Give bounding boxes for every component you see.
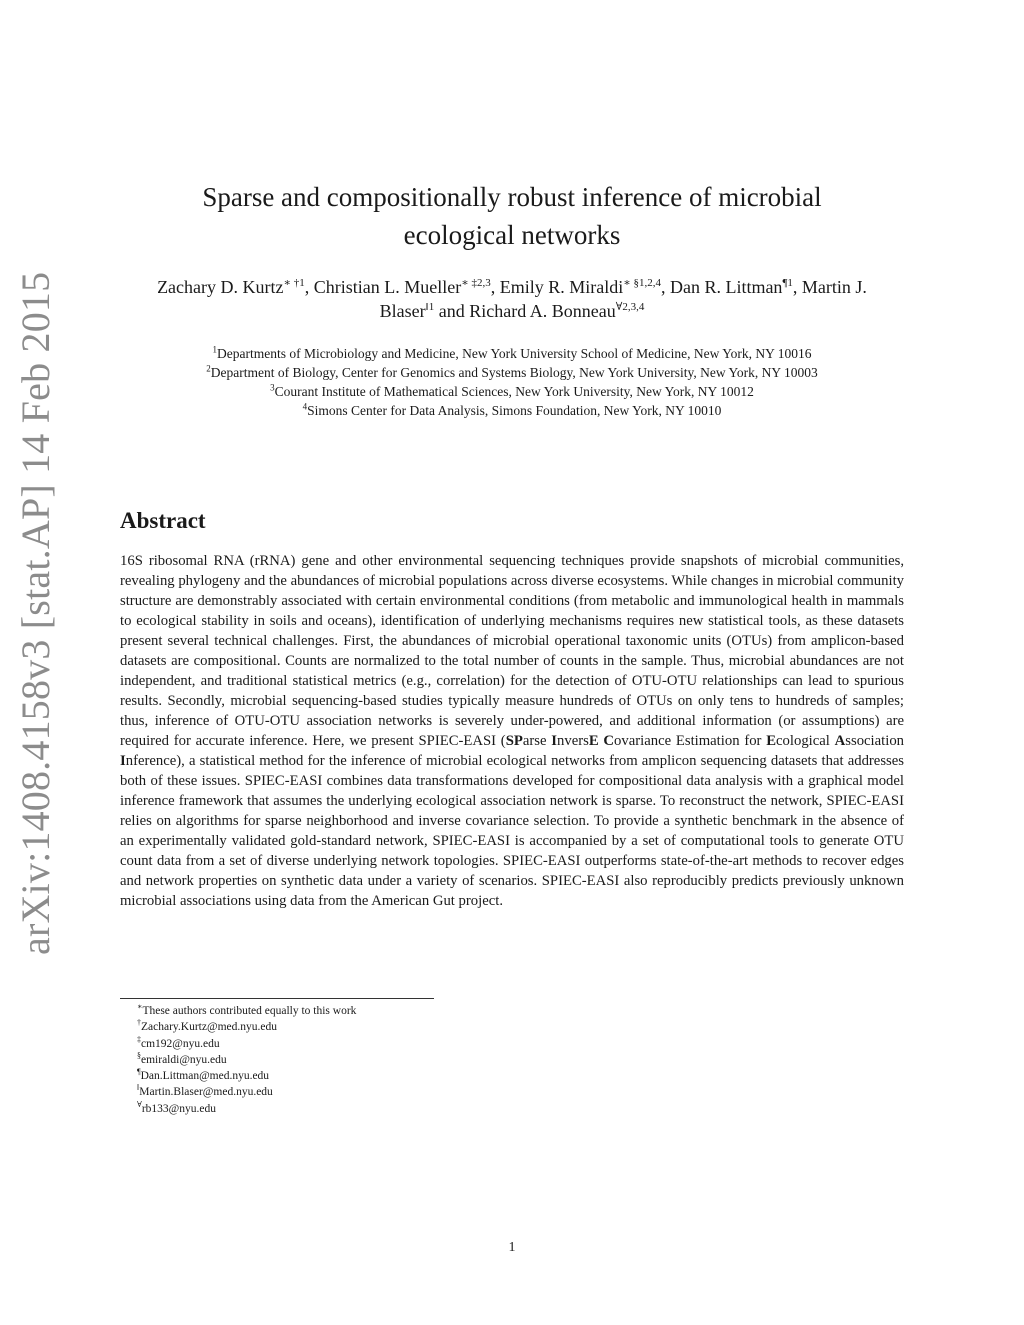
author: Zachary D. Kurtz [157, 277, 284, 297]
author: Richard A. Bonneau [469, 301, 616, 321]
footnote-email-link[interactable]: Martin.Blaser@med.nyu.edu [139, 1086, 273, 1099]
footnote-mark: § [137, 1051, 141, 1061]
footnote [137, 1036, 356, 1052]
affiliation-number: 3 [270, 382, 275, 393]
acronym-text: nference [125, 753, 177, 769]
paper-title-line-1: Sparse and compositionally robust inference of microbial [202, 182, 822, 212]
footnote [137, 1019, 356, 1035]
footnote-mark: ‡ [137, 1034, 141, 1044]
footnote-email-link[interactable]: cm192@nyu.edu [141, 1037, 220, 1050]
affiliation-number: 1 [212, 344, 217, 355]
author-marks: ∗ ‡2,3 [461, 277, 491, 289]
affiliation-number: 2 [206, 363, 211, 374]
footnote-mark: ∗ [137, 1002, 143, 1012]
affiliation-text: Departments of Microbiology and Medicine, New York University School of Medicine, New York, NY 10016 [216, 346, 812, 361]
author-marks: ¶1 [782, 277, 793, 289]
acronym-bold: E [588, 733, 599, 749]
author-marks: ∗ §1,2,4 [623, 277, 661, 289]
acronym-text: ovariance Estimation for [614, 733, 767, 749]
author-list [140, 275, 884, 323]
abstract-heading: Abstract [120, 508, 206, 533]
footnote [137, 1068, 356, 1084]
acronym-text: ssociation [845, 733, 905, 749]
acronym-text: arse [522, 733, 552, 749]
footnote-text: These authors contributed equally to this work [142, 1005, 357, 1017]
author-separator: , [660, 277, 670, 297]
footnote-mark: ¶ [137, 1067, 141, 1077]
footnote-email-link[interactable]: Dan.Littman@med.nyu.edu [140, 1070, 270, 1083]
footnote-email-link[interactable]: rb133@nyu.edu [141, 1102, 216, 1115]
author-separator: , [490, 277, 500, 297]
author-separator: and [434, 301, 470, 321]
footnote [137, 1101, 356, 1117]
author-separator: , [792, 277, 802, 297]
acronym-bold: A [834, 733, 846, 749]
author-separator: , [304, 277, 314, 297]
footnote-list [137, 1003, 356, 1117]
affiliation [120, 401, 904, 420]
footnote-email-link[interactable]: emiraldi@nyu.edu [141, 1053, 227, 1066]
affiliation [120, 344, 904, 363]
affiliation-list [120, 344, 904, 420]
acronym-bold: I [551, 733, 557, 749]
abstract-body [120, 551, 904, 911]
footnote-mark: ∀ [137, 1099, 142, 1109]
author-marks: ‖1 [425, 301, 435, 313]
author-marks: ∗ †1 [283, 277, 305, 289]
affiliation-text: Department of Biology, Center for Genomics and Systems Biology, New York University, New York, NY 10003 [210, 365, 818, 380]
page-number: 1 [508, 1240, 516, 1255]
author: Dan R. Littman [669, 277, 783, 297]
affiliation [120, 382, 904, 401]
footnote [137, 1052, 356, 1068]
abstract-text-part-2: ), a statistical method for the inference of microbial ecological networks from amplicon sequencing datasets that addresses both of these issues. SPIEC-EASI combines data transformations developed for compositional data analysis with a graphical model inference framework that assumes the underlying ecological association network is sparse. To reconstruct the network, SPIEC-EASI relies on algorithms for sparse neighborhood and inverse covariance selection. To provide a synthetic benchmark in the absence of an experimentally validated gold-standard network, SPIEC-EASI is accompanied by a set of computational tools to generate OTU count data from a set of diverse underlying network topologies. SPIEC-EASI outperforms state-of-the-art methods to recover edges and network properties on synthetic data under a variety of scenarios. SPIEC-EASI also reproducibly predicts previously unknown microbial associations using data from the American Gut project. [120, 753, 904, 909]
arxiv-identifier-stamp: arXiv:1408.4158v3 [stat.AP] 14 Feb 2015 [13, 271, 58, 955]
acronym-bold: E [766, 733, 777, 749]
author: Emily R. Miraldi [499, 277, 624, 297]
author-marks: ∀2,3,4 [615, 301, 645, 313]
footnote-mark: † [137, 1018, 141, 1028]
paper-title [120, 178, 904, 254]
acronym-bold: I [120, 753, 126, 769]
author: Martin J. Blaser [379, 277, 867, 321]
footnote-email-link[interactable]: Zachary.Kurtz@med.nyu.edu [141, 1021, 277, 1034]
paper-title-line-2: ecological networks [403, 220, 621, 250]
author: Christian L. Mueller [313, 277, 462, 297]
footnote [137, 1084, 356, 1100]
footnote-divider [120, 998, 434, 999]
acronym-bold: C [603, 733, 615, 749]
affiliation [120, 363, 904, 382]
acronym-bold: SP [505, 733, 523, 749]
affiliation-number: 4 [302, 401, 308, 412]
affiliation-text: Simons Center for Data Analysis, Simons Foundation, New York, NY 10010 [307, 403, 722, 418]
acronym-text: cological [776, 733, 835, 749]
affiliation-text: Courant Institute of Mathematical Sciences, New York University, New York, NY 10012 [274, 384, 754, 399]
footnote [137, 1003, 356, 1019]
acronym-text: nvers [557, 733, 589, 749]
abstract-text-part-1: 16S ribosomal RNA (rRNA) gene and other environmental sequencing techniques provide snapshots of microbial communities, revealing phylogeny and the abundances of microbial populations across diverse ecosystems. While changes in microbial community structure are demonstrably associated with certain environmental conditions (from metabolic and immunological health in mammals to ecological stability in soils and oceans), identification of underlying mechanisms requires new statistical tools, as these datasets present several technical challenges. First, the abundances of microbial operational taxonomic units (OTUs) from amplicon-based datasets are compositional. Counts are normalized to the total number of counts in the sample. Thus, microbial abundances are not independent, and traditional statistical metrics (e.g., correlation) for the detection of OTU-OTU relationships can lead to spurious results. Secondly, microbial sequencing-based studies typically measure hundreds of OTUs on only tens to hundreds of samples; thus, inference of OTU-OTU association networks is severely under-powered, and additional information (or assumptions) are required for accurate inference. Here, we present SPIEC-EASI ( [120, 553, 904, 749]
footnote-mark: ‖ [137, 1083, 140, 1093]
